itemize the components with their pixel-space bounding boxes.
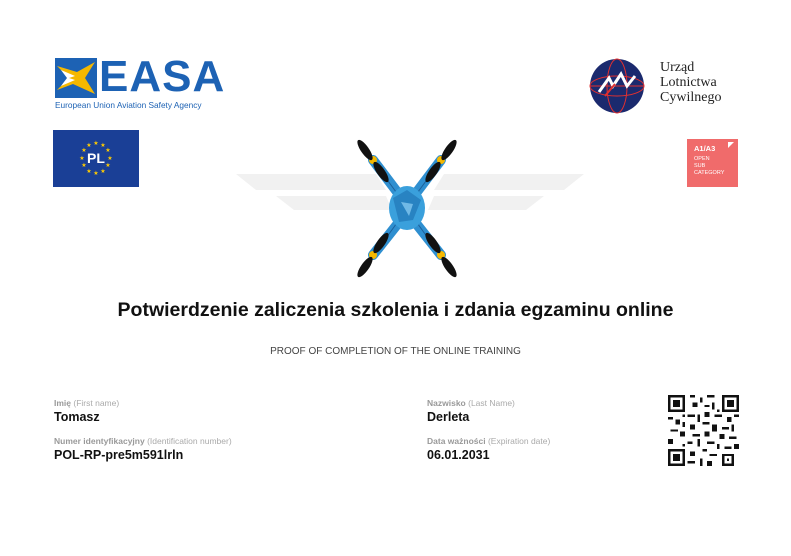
svg-text:★: ★ xyxy=(81,147,87,154)
ulc-name-line: Lotnictwa xyxy=(660,75,717,90)
country-code: PL xyxy=(87,150,105,166)
qr-code[interactable] xyxy=(668,395,739,466)
badge-line: CATEGORY xyxy=(694,170,725,176)
easa-bird-icon xyxy=(55,58,99,98)
svg-text:★: ★ xyxy=(100,168,106,175)
drone-illustration xyxy=(343,130,471,290)
svg-text:★: ★ xyxy=(86,142,92,149)
badge-line: SUB xyxy=(694,163,706,169)
eu-flag xyxy=(53,130,139,187)
id-number-label: Numer identyfikacyjny (Identification number) xyxy=(54,436,232,446)
svg-text:★: ★ xyxy=(86,168,92,175)
badge-title: A1/A3 xyxy=(694,144,716,153)
ulc-name-line: Urząd xyxy=(660,60,695,75)
svg-text:★: ★ xyxy=(93,170,99,177)
id-number-value: POL-RP-pre5m591lrln xyxy=(54,448,184,462)
first-name-label: Imię (First name) xyxy=(54,398,120,408)
last-name-value: Derleta xyxy=(427,410,470,424)
svg-text:★: ★ xyxy=(107,155,113,162)
corner-arrow-icon xyxy=(728,142,734,148)
svg-text:★: ★ xyxy=(79,155,85,162)
category-badge xyxy=(687,139,738,187)
first-name-value: Tomasz xyxy=(54,410,100,424)
expiration-field xyxy=(427,436,550,462)
badge-line: OPEN xyxy=(694,156,710,162)
last-name-label: Nazwisko (Last Name) xyxy=(427,398,515,408)
last-name-field xyxy=(427,398,515,424)
ulc-name xyxy=(660,60,721,105)
certificate-title: Potwierdzenie zaliczenia szkolenia i zdania egzaminu online xyxy=(117,299,674,321)
first-name-field xyxy=(54,398,119,424)
svg-text:★: ★ xyxy=(105,147,111,154)
easa-wordmark: EASA xyxy=(99,52,226,101)
badge-subtitle xyxy=(694,156,724,177)
expiration-value: 06.01.2031 xyxy=(427,448,490,462)
ulc-name-line: Cywilnego xyxy=(660,90,722,105)
expiration-label: Data ważności (Expiration date) xyxy=(427,436,551,446)
svg-text:★: ★ xyxy=(81,162,87,169)
easa-logo xyxy=(55,52,226,114)
svg-text:★: ★ xyxy=(100,142,106,149)
certificate-subtitle: PROOF OF COMPLETION OF THE ONLINE TRAINING xyxy=(270,346,521,357)
svg-text:★: ★ xyxy=(93,140,99,147)
easa-tagline: European Union Aviation Safety Agency xyxy=(55,100,202,110)
ulc-globe-emblem xyxy=(585,56,649,116)
id-number-field xyxy=(54,436,232,462)
svg-text:★: ★ xyxy=(105,162,111,169)
